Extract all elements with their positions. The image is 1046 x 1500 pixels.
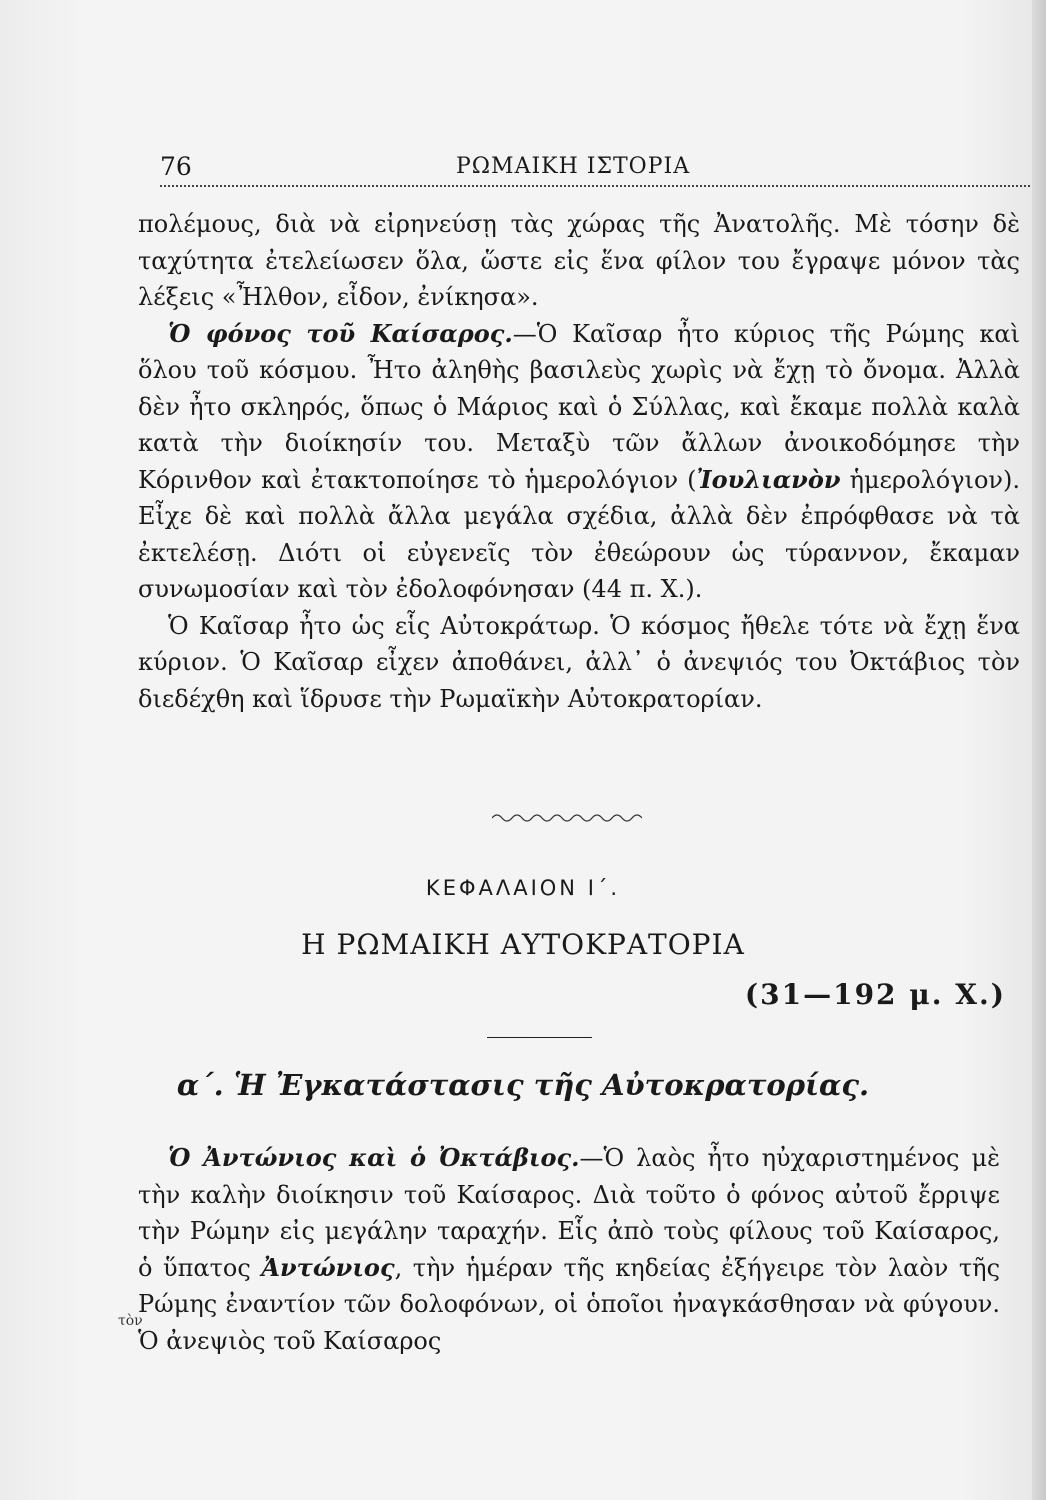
section-a-text xyxy=(138,1140,1000,1359)
section-title: α΄. Ἡ Ἐγκατάστασις τῆς Αὐτοκρατορίας. xyxy=(176,1068,870,1102)
ornament-squiggle xyxy=(492,812,642,826)
chapter-label: ΚΕΦΑΛΑΙΟΝ Ι΄. xyxy=(425,876,621,900)
chapter-divider xyxy=(487,1037,592,1038)
section-a-text-1: —Ὁ λαὸς ἦτο ηὐχαριστημένος μὲ τὴν καλὴν διοίκησιν τοῦ Καίσαρος. Διὰ τοῦτο ὁ φόνος αὐτοῦ ἔρριψε τὴν Ρώμην εἰς μεγάλην ταραχήν. Εἷς ἀπὸ τοὺς φίλους τοῦ Καίσαρος, ὁ ὕπατος xyxy=(138,1144,1000,1282)
section-a-paragraph xyxy=(138,1140,1000,1359)
paragraph-2-heading: Ὁ φόνος τοῦ Καίσαρος. xyxy=(168,318,513,348)
section-a-text-2: , τὴν ἡμέραν τῆς κηδείας ἐξήγειρε τὸν λαὸν τῆς Ρώμης ἐναντίον τῶν δολοφόνων, οἱ ὁποῖοι ἠναγκάσθησαν νὰ φύγουν. Ὁ ἀνεψιὸς τοῦ Καίσαρος xyxy=(138,1253,1001,1355)
page-header xyxy=(160,152,1030,186)
chapter-dates: (31—192 μ. Χ.) xyxy=(744,978,1006,1011)
page-number: 76 xyxy=(160,152,192,181)
paragraph-3: Ὁ Καῖσαρ ἦτο ὡς εἷς Αὐτοκράτωρ. Ὁ κόσμος ἤθελε τότε νὰ ἔχῃ ἕνα κύριον. Ὁ Καῖσαρ εἶχεν ἀποθάνει, ἀλλ᾽ ὁ ἀνεψιός του Ὀκτάβιος τὸν διεδέχθη καὶ ἵδρυσε τὴν Ρωμαϊκὴν Αὐτοκρατορίαν. xyxy=(138,611,1020,713)
header-rule xyxy=(160,185,1030,187)
paragraph-2-emphasis: Ἰουλιανὸν xyxy=(696,464,841,494)
margin-note: τὸν xyxy=(118,1313,143,1329)
page-edge-shadow xyxy=(1032,0,1046,1500)
continued-section-text xyxy=(138,206,1020,717)
section-a-emphasis: Ἀντώνιος xyxy=(261,1252,395,1282)
paragraph-2-text: —Ὁ Καῖσαρ ἦτο κύριος τῆς Ρώμης καὶ ὅλου τοῦ κόσμου. Ἦτο ἀληθὴς βασιλεὺς χωρὶς νὰ ἔχῃ τὸ ὄνομα. Ἀλλὰ δὲν ἦτο σκληρός, ὅπως ὁ Μάριος καὶ ὁ Σύλλας, καὶ ἔκαμε πολλὰ καλὰ κατὰ τὴν διοίκησίν του. Μεταξὺ τῶν ἄλλων ἀνοικοδόμησε τὴν Κόρινθον καὶ ἐτακτοποίησε τὸ ἡμερολόγιον ( xyxy=(138,319,1021,494)
paragraph-2-text-after: ἡμερολόγιον). Εἶχε δὲ καὶ πολλὰ ἄλλα μεγάλα σχέδια, ἀλλὰ δὲν ἐπρόφθασε νὰ τὰ ἐκτελέσῃ. Διότι οἱ εὐγενεῖς τὸν ἐθεώρουν ὡς τύραννον, ἔκαμαν συνωμοσίαν καὶ τὸν ἐδολοφόνησαν (44 π. Χ.). xyxy=(138,465,1020,603)
paragraph-1: πολέμους, διὰ νὰ εἰρηνεύσῃ τὰς χώρας τῆς Ἀνατολῆς. Μὲ τόσην δὲ ταχύτητα ἐτελείωσεν ὅλα, ὥστε εἰς ἕνα φίλον του ἔγραψε μόνον τὰς λέξεις «Ἦλθον, εἶδον, ἐνίκησα». xyxy=(138,210,1020,311)
section-a-heading: Ὁ Ἀντώνιος καὶ ὁ Ὀκτάβιος. xyxy=(168,1143,580,1172)
running-title: ΡΩΜΑΙΚΗ ΙΣΤΟΡΙΑ xyxy=(456,154,691,179)
paragraph-2 xyxy=(138,316,1020,608)
chapter-title: Η ΡΩΜΑΙΚΗ ΑΥΤΟΚΡΑΤΟΡΙΑ xyxy=(301,928,745,961)
